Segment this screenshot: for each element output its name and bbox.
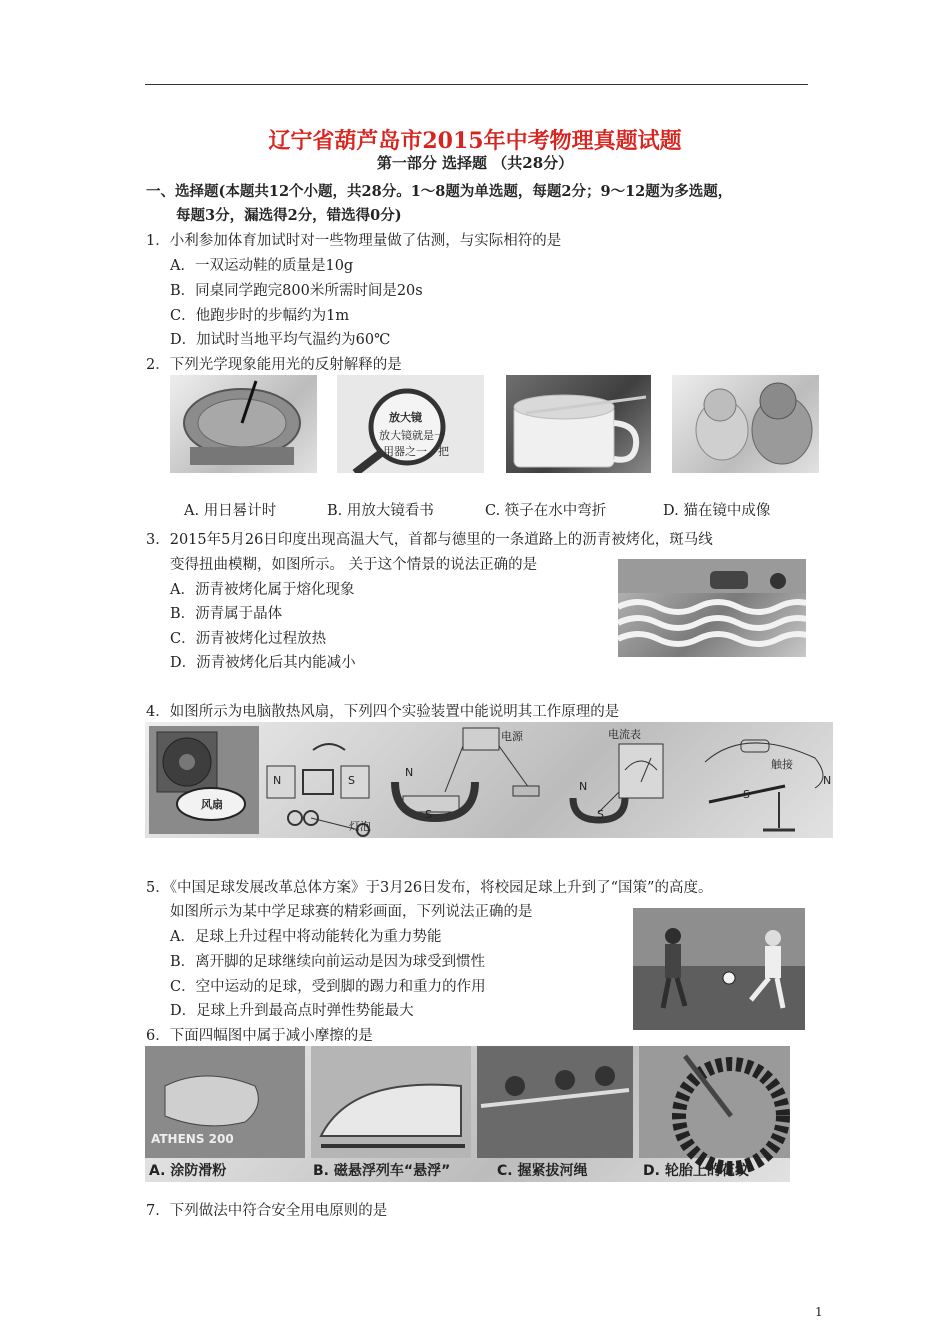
q2-option-c: C. 筷子在水中弯折	[485, 503, 607, 519]
magnifier-text-2: 放大镜就是一	[379, 429, 445, 442]
fan-label: 风扇	[201, 798, 223, 811]
q3-stem: 3．2015年5月26日印度出现高温大气，首都与德里的一条道路上的沥青被烤化，斑马线	[146, 532, 713, 548]
pole-s-b: S	[425, 808, 432, 821]
q3-option-d: D．沥青被烤化后其内能减小	[170, 655, 356, 671]
q1-option-c: C．他跑步时的步幅约为1m	[170, 308, 350, 324]
pole-s-c: S	[597, 808, 604, 821]
section-heading: 一、选择题(本题共12个小题，共28分。1～8题为单选题，每题2分；9～12题为多选题，	[146, 183, 733, 200]
pole-s-d: S	[743, 788, 750, 801]
q2-option-d: D. 猫在镜中成像	[663, 503, 771, 519]
q2-option-a: A. 用日晷计时	[184, 503, 277, 519]
q1-option-b: B．同桌同学跑完800米所需时间是20s	[170, 283, 423, 299]
q5-option-b: B．离开脚的足球继续向前运动是因为球受到惯性	[170, 954, 486, 970]
friction-examples-image	[145, 1046, 790, 1182]
q6-option-c: C. 握紧拔河绳	[497, 1163, 588, 1179]
pole-n-b: N	[405, 766, 414, 779]
q2-option-b: B. 用放大镜看书	[327, 503, 434, 519]
page-number: 1	[815, 1305, 823, 1319]
magnifier-text-1: 放大镜	[389, 411, 422, 424]
bulb-label: 灯泡	[349, 820, 371, 833]
q6-option-a: A. 涂防滑粉	[149, 1163, 227, 1179]
touch-label: 触接	[771, 758, 793, 771]
power-label: 电源	[501, 730, 523, 743]
q3-option-a: A．沥青被烤化属于熔化现象	[170, 582, 355, 598]
q5-option-c: C．空中运动的足球，受到脚的踢力和重力的作用	[170, 979, 486, 995]
q1-stem: 1．小利参加体育加试时对一些物理量做了估测，与实际相符的是	[146, 233, 562, 249]
q5-stem: 5．《中国足球发展改革总体方案》于3月26日发布，将校园足球上升到了“国策”的高度。	[146, 880, 713, 896]
pole-n-d: N	[823, 774, 832, 787]
q6-option-d: D. 轮胎上的花纹	[643, 1163, 749, 1179]
melted-road-image	[618, 559, 806, 657]
page-title: 辽宁省葫芦岛市2015年中考物理真题试题	[268, 128, 682, 154]
pole-n-a: N	[273, 774, 282, 787]
q7-stem: 7．下列做法中符合安全用电原则的是	[146, 1203, 388, 1219]
athens-text: ATHENS 200	[151, 1132, 234, 1146]
q2-stem: 2．下列光学现象能用光的反射解释的是	[146, 357, 402, 373]
ammeter-label: 电流表	[608, 728, 641, 741]
pole-n-c: N	[579, 780, 588, 793]
q3-option-b: B．沥青属于晶体	[170, 606, 283, 622]
magnifier-text-3: 用器之一。把	[383, 445, 449, 458]
q5-stem-cont: 如图所示为某中学足球赛的精彩画面，下列说法正确的是	[170, 904, 533, 920]
q5-option-a: A．足球上升过程中将动能转化为重力势能	[170, 929, 442, 945]
sundial-image	[170, 375, 317, 473]
q1-option-a: A．一双运动鞋的质量是10g	[170, 258, 354, 274]
cup-chopsticks-image	[506, 375, 651, 473]
magnifier-image	[337, 375, 484, 473]
electromagnetism-apparatus-image	[145, 722, 833, 838]
q1-option-d: D．加试时当地平均气温约为60℃	[170, 332, 391, 348]
header-rule	[145, 84, 808, 85]
q6-option-b: B. 磁悬浮列车“悬浮”	[313, 1163, 451, 1179]
pole-s-a: S	[348, 774, 355, 787]
cat-mirror-image	[672, 375, 819, 473]
football-match-image	[633, 908, 805, 1030]
part-subtitle: 第一部分 选择题 （共28分）	[376, 154, 574, 172]
section-heading-cont: 每题3分，漏选得2分，错选得0分)	[176, 207, 402, 224]
q5-option-d: D．足球上升到最高点时弹性势能最大	[170, 1003, 414, 1019]
q6-stem: 6．下面四幅图中属于减小摩擦的是	[146, 1028, 373, 1044]
q4-stem: 4．如图所示为电脑散热风扇，下列四个实验装置中能说明其工作原理的是	[146, 704, 620, 720]
q3-stem-cont: 变得扭曲模糊，如图所示。 关于这个情景的说法正确的是	[170, 557, 538, 573]
q3-option-c: C．沥青被烤化过程放热	[170, 631, 327, 647]
